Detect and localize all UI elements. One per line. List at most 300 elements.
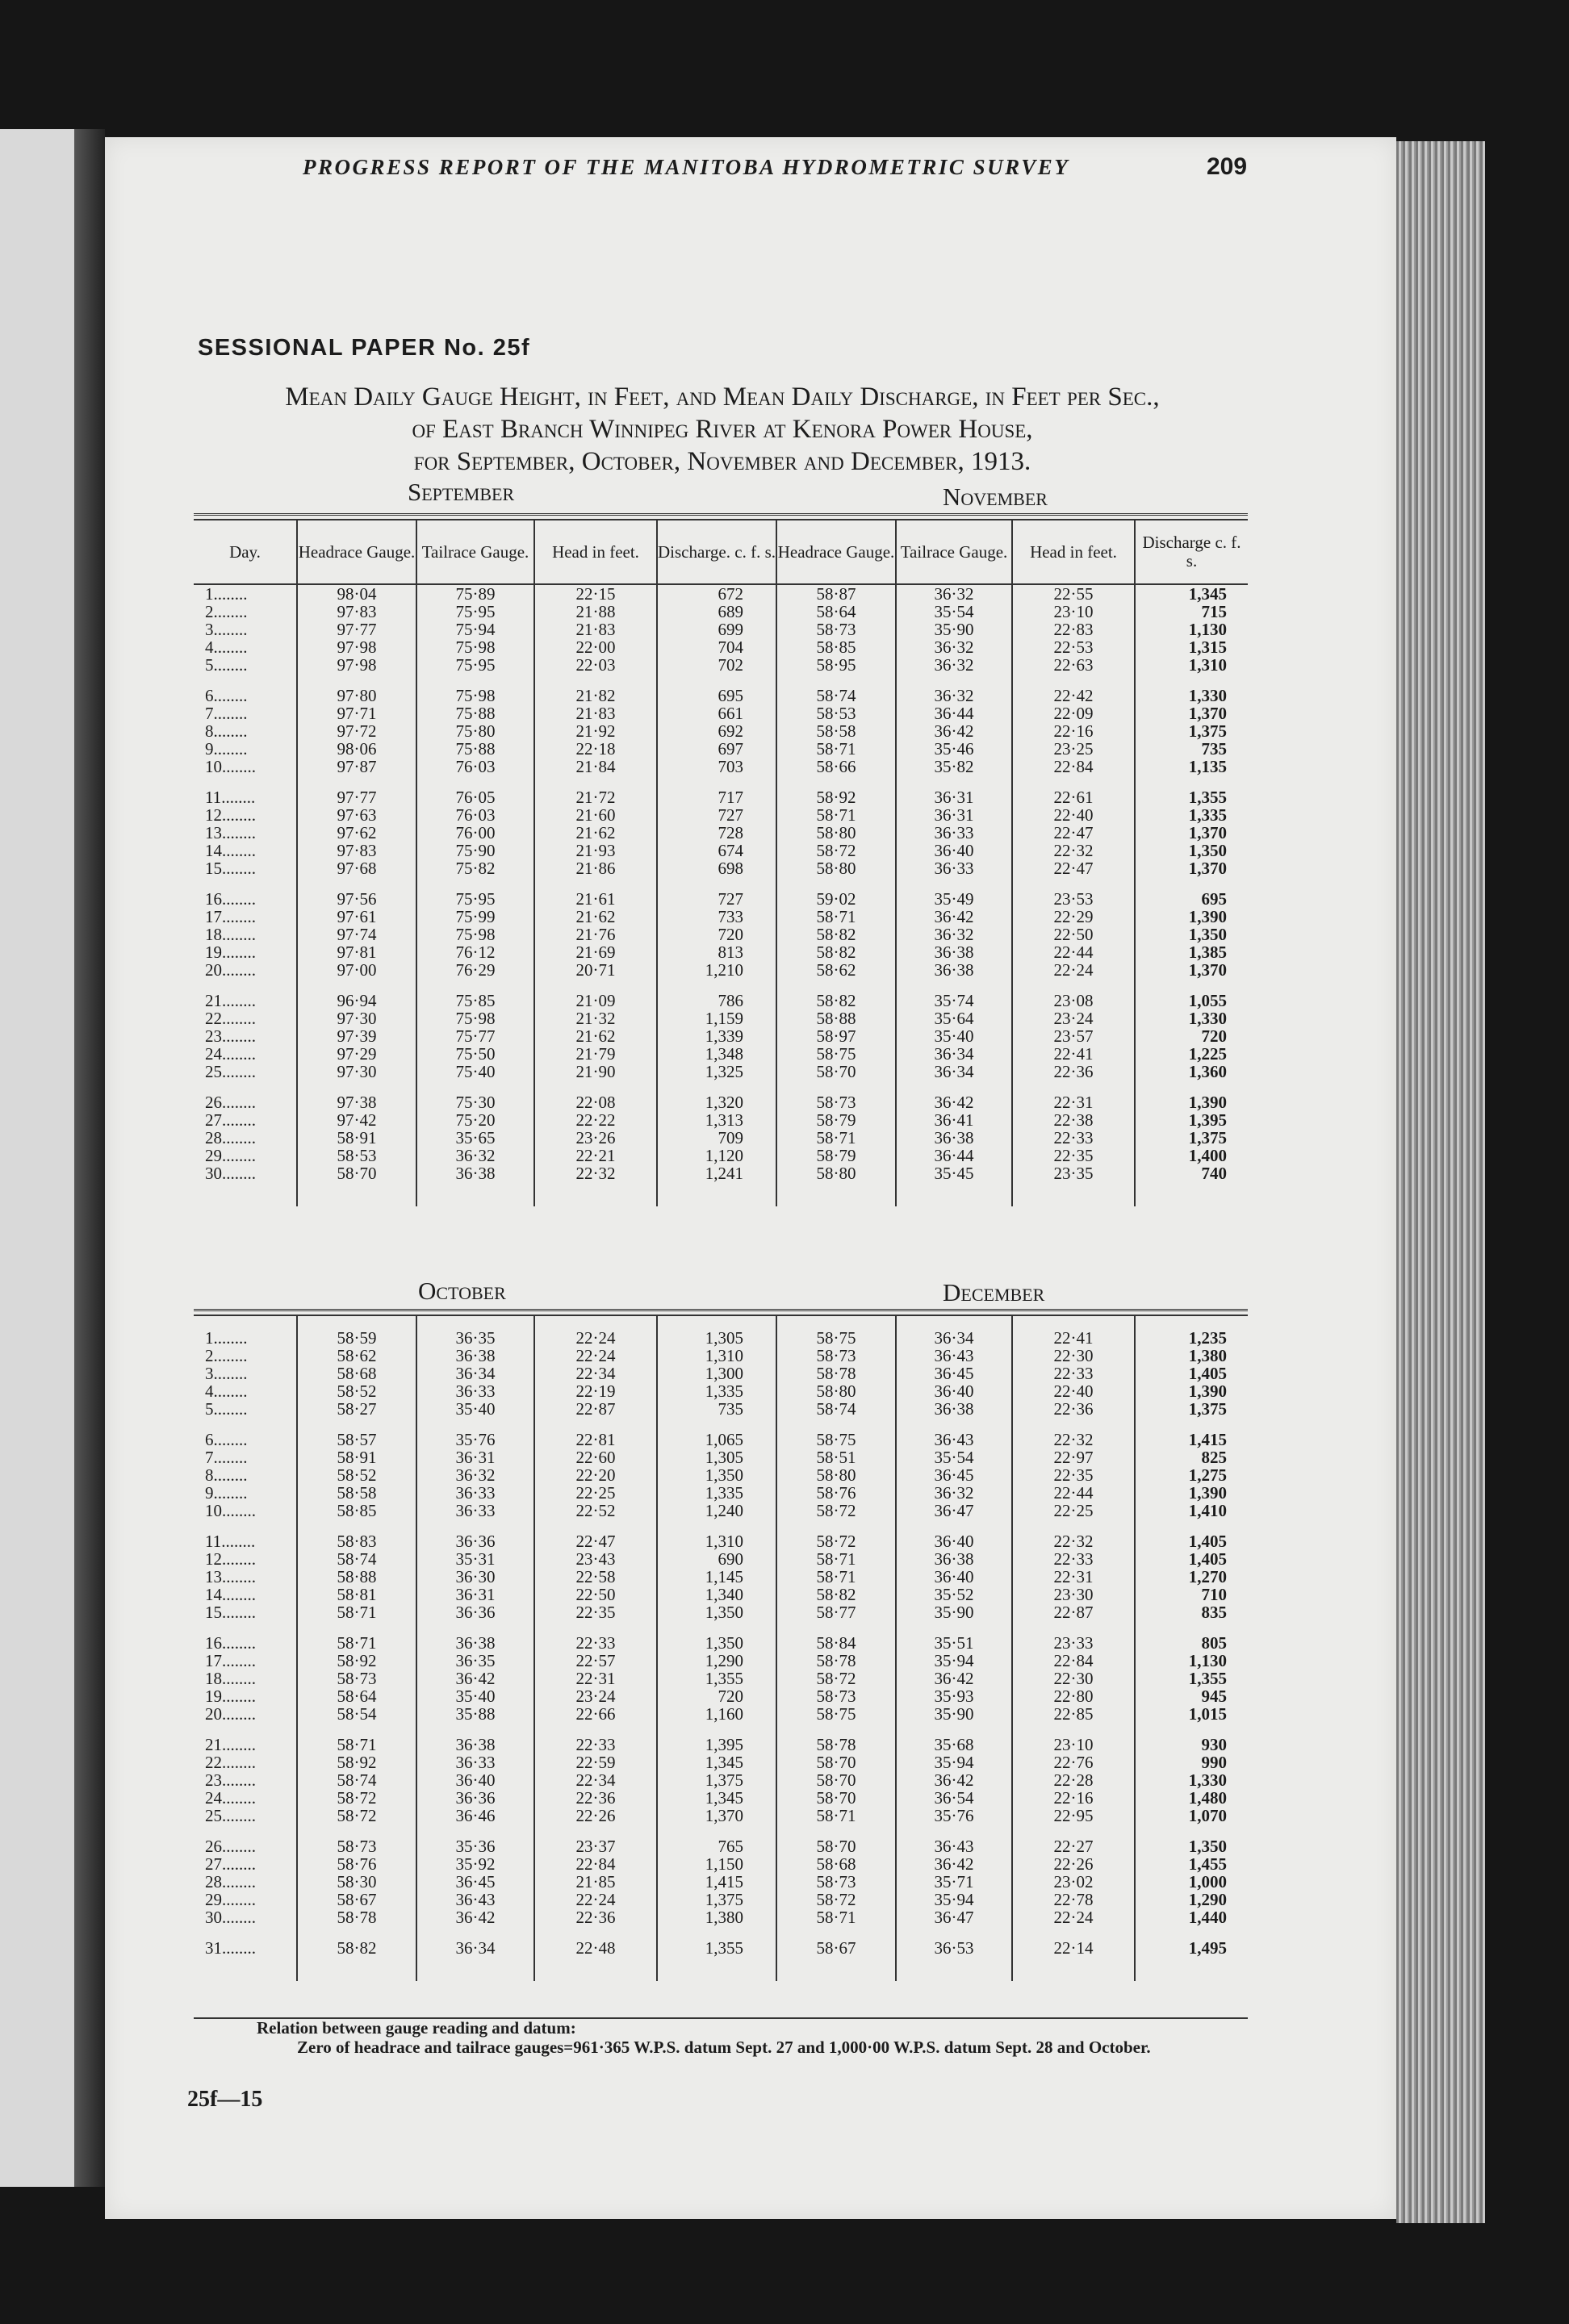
value-cell: 36·38 bbox=[896, 1400, 1012, 1418]
value-cell: 97·61 bbox=[297, 908, 416, 926]
value-cell: 58·70 bbox=[776, 1837, 896, 1855]
value-cell: 36·33 bbox=[896, 859, 1012, 877]
table-row bbox=[194, 1603, 1248, 1621]
value-cell: 58·71 bbox=[776, 1550, 896, 1568]
table-row bbox=[194, 1164, 1248, 1182]
value-cell: 35·40 bbox=[416, 1687, 534, 1705]
value-cell: 1,135 bbox=[1135, 758, 1248, 775]
value-cell: 35·46 bbox=[896, 740, 1012, 758]
value-cell: 21·85 bbox=[534, 1873, 657, 1891]
day-cell: 23........ bbox=[205, 1026, 256, 1046]
table-row bbox=[194, 1855, 1248, 1873]
value-cell: 58·71 bbox=[776, 1807, 896, 1825]
value-cell: 1,275 bbox=[1135, 1466, 1248, 1484]
day-cell: 10........ bbox=[205, 757, 256, 776]
upper-table-body bbox=[194, 584, 1248, 1206]
value-cell: 58·77 bbox=[776, 1603, 896, 1621]
spacer-row bbox=[194, 1957, 1248, 1981]
value-cell: 23·10 bbox=[1012, 603, 1135, 621]
value-cell: 58·71 bbox=[297, 1634, 416, 1652]
table-row bbox=[194, 638, 1248, 656]
day-cell: 8........ bbox=[205, 1465, 248, 1485]
value-cell: 1,315 bbox=[1135, 638, 1248, 656]
value-cell: 58·73 bbox=[776, 1687, 896, 1705]
value-cell: 58·58 bbox=[776, 722, 896, 740]
value-cell: 727 bbox=[657, 806, 776, 824]
value-cell: 36·32 bbox=[416, 1466, 534, 1484]
value-cell: 22·61 bbox=[1012, 788, 1135, 806]
value-cell: 22·78 bbox=[1012, 1891, 1135, 1908]
value-cell: 35·88 bbox=[416, 1705, 534, 1723]
value-cell: 1,375 bbox=[657, 1771, 776, 1789]
group-spacer-row bbox=[194, 979, 1248, 992]
value-cell: 22·84 bbox=[1012, 1652, 1135, 1670]
page-edges bbox=[1396, 141, 1485, 2223]
value-cell: 1,440 bbox=[1135, 1908, 1248, 1926]
heading-line-1: Mean Daily Gauge Height, in Feet, and Mean Daily Discharge, in Feet per Sec., bbox=[285, 382, 1160, 412]
value-cell: 21·62 bbox=[534, 1027, 657, 1045]
value-cell: 36·42 bbox=[416, 1908, 534, 1926]
value-cell: 22·50 bbox=[1012, 926, 1135, 943]
table-row bbox=[194, 1908, 1248, 1926]
value-cell: 35·94 bbox=[896, 1652, 1012, 1670]
value-cell: 58·97 bbox=[776, 1027, 896, 1045]
value-cell: 1,370 bbox=[1135, 859, 1248, 877]
value-cell: 1,240 bbox=[657, 1502, 776, 1519]
value-cell: 22·33 bbox=[534, 1736, 657, 1753]
value-cell: 97·68 bbox=[297, 859, 416, 877]
day-cell: 26........ bbox=[205, 1093, 256, 1112]
value-cell: 58·80 bbox=[776, 859, 896, 877]
value-cell: 720 bbox=[657, 926, 776, 943]
table-row bbox=[194, 1448, 1248, 1466]
value-cell: 75·98 bbox=[416, 926, 534, 943]
spacer-row bbox=[194, 1316, 1248, 1329]
table-row bbox=[194, 740, 1248, 758]
col-headrace: Headrace Gauge. bbox=[297, 520, 416, 584]
value-cell: 76·03 bbox=[416, 806, 534, 824]
value-cell: 1,330 bbox=[1135, 1771, 1248, 1789]
value-cell: 22·24 bbox=[534, 1347, 657, 1365]
lower-table bbox=[194, 1309, 1248, 1981]
day-cell: 11........ bbox=[205, 1532, 256, 1551]
day-cell: 16........ bbox=[205, 889, 256, 909]
value-cell: 1,380 bbox=[1135, 1347, 1248, 1365]
value-cell: 58·75 bbox=[776, 1431, 896, 1448]
value-cell: 35·92 bbox=[416, 1855, 534, 1873]
value-cell: 75·50 bbox=[416, 1045, 534, 1063]
group-spacer-row bbox=[194, 1723, 1248, 1736]
value-cell: 36·30 bbox=[416, 1568, 534, 1586]
day-cell: 4........ bbox=[205, 637, 248, 657]
value-cell: 58·57 bbox=[297, 1431, 416, 1448]
value-cell: 22·81 bbox=[534, 1431, 657, 1448]
group-spacer-row bbox=[194, 1519, 1248, 1532]
day-cell: 29........ bbox=[205, 1146, 256, 1165]
table-row bbox=[194, 890, 1248, 908]
value-cell: 36·41 bbox=[896, 1111, 1012, 1129]
value-cell: 20·71 bbox=[534, 961, 657, 979]
table-row bbox=[194, 1045, 1248, 1063]
month-november: November bbox=[943, 483, 1048, 511]
value-cell: 1,310 bbox=[657, 1347, 776, 1365]
value-cell: 1,340 bbox=[657, 1586, 776, 1603]
value-cell: 36·38 bbox=[416, 1634, 534, 1652]
value-cell: 76·05 bbox=[416, 788, 534, 806]
value-cell: 58·83 bbox=[297, 1532, 416, 1550]
value-cell: 58·70 bbox=[776, 1063, 896, 1080]
lower-table-top-rule bbox=[194, 1309, 1248, 1316]
value-cell: 717 bbox=[657, 788, 776, 806]
value-cell: 97·56 bbox=[297, 890, 416, 908]
value-cell: 75·99 bbox=[416, 908, 534, 926]
table-row bbox=[194, 1736, 1248, 1753]
value-cell: 1,370 bbox=[657, 1807, 776, 1825]
table-row bbox=[194, 1687, 1248, 1705]
table-row bbox=[194, 1027, 1248, 1045]
value-cell: 75·82 bbox=[416, 859, 534, 877]
value-cell: 36·54 bbox=[896, 1789, 1012, 1807]
day-cell: 25........ bbox=[205, 1806, 256, 1825]
table-row bbox=[194, 1347, 1248, 1365]
value-cell: 35·76 bbox=[896, 1807, 1012, 1825]
value-cell: 22·59 bbox=[534, 1753, 657, 1771]
value-cell: 720 bbox=[657, 1687, 776, 1705]
value-cell: 58·52 bbox=[297, 1382, 416, 1400]
value-cell: 75·95 bbox=[416, 890, 534, 908]
table-row bbox=[194, 1484, 1248, 1502]
value-cell: 35·45 bbox=[896, 1164, 1012, 1182]
value-cell: 22·00 bbox=[534, 638, 657, 656]
value-cell: 58·74 bbox=[776, 1400, 896, 1418]
value-cell: 1,320 bbox=[657, 1093, 776, 1111]
value-cell: 786 bbox=[657, 992, 776, 1009]
value-cell: 36·42 bbox=[896, 722, 1012, 740]
value-cell: 36·36 bbox=[416, 1532, 534, 1550]
day-cell: 1........ bbox=[205, 1328, 248, 1348]
value-cell: 740 bbox=[1135, 1164, 1248, 1182]
day-cell: 21........ bbox=[205, 991, 256, 1010]
value-cell: 1,405 bbox=[1135, 1532, 1248, 1550]
value-cell: 36·47 bbox=[896, 1908, 1012, 1926]
value-cell: 22·42 bbox=[1012, 687, 1135, 704]
value-cell: 672 bbox=[657, 584, 776, 603]
value-cell: 1,410 bbox=[1135, 1502, 1248, 1519]
value-cell: 58·64 bbox=[776, 603, 896, 621]
value-cell: 1,330 bbox=[1135, 1009, 1248, 1027]
value-cell: 36·43 bbox=[896, 1347, 1012, 1365]
value-cell: 35·90 bbox=[896, 1603, 1012, 1621]
value-cell: 36·42 bbox=[896, 1670, 1012, 1687]
value-cell: 58·80 bbox=[776, 1164, 896, 1182]
value-cell: 22·18 bbox=[534, 740, 657, 758]
value-cell: 35·36 bbox=[416, 1837, 534, 1855]
value-cell: 22·35 bbox=[1012, 1147, 1135, 1164]
value-cell: 36·33 bbox=[896, 824, 1012, 842]
value-cell: 22·26 bbox=[534, 1807, 657, 1825]
value-cell: 58·80 bbox=[776, 824, 896, 842]
value-cell: 21·88 bbox=[534, 603, 657, 621]
value-cell: 58·73 bbox=[776, 621, 896, 638]
value-cell: 36·34 bbox=[896, 1045, 1012, 1063]
heading-line-3: for September, October, November and December, 1913. bbox=[413, 447, 1031, 476]
value-cell: 36·33 bbox=[416, 1502, 534, 1519]
value-cell: 1,055 bbox=[1135, 992, 1248, 1009]
book-gutter bbox=[74, 129, 105, 2187]
value-cell: 75·89 bbox=[416, 584, 534, 603]
value-cell: 58·70 bbox=[776, 1789, 896, 1807]
value-cell: 75·98 bbox=[416, 687, 534, 704]
value-cell: 35·40 bbox=[896, 1027, 1012, 1045]
table-row bbox=[194, 704, 1248, 722]
value-cell: 76·03 bbox=[416, 758, 534, 775]
month-october: October bbox=[418, 1277, 506, 1305]
value-cell: 1,395 bbox=[1135, 1111, 1248, 1129]
value-cell: 58·72 bbox=[776, 1532, 896, 1550]
value-cell: 1,070 bbox=[1135, 1807, 1248, 1825]
value-cell: 1,350 bbox=[1135, 1837, 1248, 1855]
day-cell: 1........ bbox=[205, 584, 248, 604]
value-cell: 58·74 bbox=[776, 687, 896, 704]
value-cell: 1,339 bbox=[657, 1027, 776, 1045]
value-cell: 75·80 bbox=[416, 722, 534, 740]
value-cell: 35·64 bbox=[896, 1009, 1012, 1027]
day-cell: 27........ bbox=[205, 1110, 256, 1130]
day-cell: 5........ bbox=[205, 655, 248, 675]
value-cell: 58·73 bbox=[297, 1837, 416, 1855]
value-cell: 58·67 bbox=[297, 1891, 416, 1908]
lower-data-table bbox=[194, 1316, 1248, 1981]
day-cell: 30........ bbox=[205, 1164, 256, 1183]
value-cell: 1,355 bbox=[1135, 788, 1248, 806]
value-cell: 1,400 bbox=[1135, 1147, 1248, 1164]
upper-table bbox=[194, 513, 1248, 1206]
value-cell: 36·45 bbox=[896, 1466, 1012, 1484]
table-row bbox=[194, 1009, 1248, 1027]
value-cell: 76·00 bbox=[416, 824, 534, 842]
value-cell: 58·64 bbox=[297, 1687, 416, 1705]
value-cell: 36·38 bbox=[896, 1550, 1012, 1568]
value-cell: 58·70 bbox=[776, 1771, 896, 1789]
value-cell: 35·74 bbox=[896, 992, 1012, 1009]
day-cell: 5........ bbox=[205, 1399, 248, 1419]
day-cell: 20........ bbox=[205, 960, 256, 980]
value-cell: 58·71 bbox=[776, 806, 896, 824]
value-cell: 22·14 bbox=[1012, 1939, 1135, 1957]
value-cell: 1,370 bbox=[1135, 704, 1248, 722]
value-cell: 22·15 bbox=[534, 584, 657, 603]
value-cell: 23·30 bbox=[1012, 1586, 1135, 1603]
value-cell: 21·83 bbox=[534, 704, 657, 722]
value-cell: 1,345 bbox=[657, 1753, 776, 1771]
day-cell: 31........ bbox=[205, 1938, 256, 1958]
value-cell: 58·92 bbox=[297, 1753, 416, 1771]
value-cell: 58·70 bbox=[776, 1753, 896, 1771]
group-spacer-row bbox=[194, 1621, 1248, 1634]
value-cell: 36·40 bbox=[416, 1771, 534, 1789]
value-cell: 22·31 bbox=[1012, 1568, 1135, 1586]
value-cell: 36·40 bbox=[896, 842, 1012, 859]
value-cell: 58·70 bbox=[297, 1164, 416, 1182]
value-cell: 58·53 bbox=[776, 704, 896, 722]
value-cell: 35·94 bbox=[896, 1891, 1012, 1908]
table-row bbox=[194, 1568, 1248, 1586]
value-cell: 22·95 bbox=[1012, 1807, 1135, 1825]
value-cell: 715 bbox=[1135, 603, 1248, 621]
value-cell: 58·78 bbox=[776, 1365, 896, 1382]
value-cell: 22·84 bbox=[534, 1855, 657, 1873]
value-cell: 36·38 bbox=[416, 1347, 534, 1365]
value-cell: 36·40 bbox=[896, 1568, 1012, 1586]
day-cell: 7........ bbox=[205, 704, 248, 723]
value-cell: 97·87 bbox=[297, 758, 416, 775]
group-spacer-row bbox=[194, 1825, 1248, 1837]
day-cell: 14........ bbox=[205, 841, 256, 860]
value-cell: 58·62 bbox=[297, 1347, 416, 1365]
value-cell: 22·26 bbox=[1012, 1855, 1135, 1873]
value-cell: 735 bbox=[657, 1400, 776, 1418]
day-cell: 24........ bbox=[205, 1044, 256, 1064]
value-cell: 75·98 bbox=[416, 1009, 534, 1027]
running-head-title: PROGRESS REPORT OF THE MANITOBA HYDROMETRIC SURVEY bbox=[303, 155, 1070, 179]
value-cell: 1,350 bbox=[657, 1603, 776, 1621]
value-cell: 21·90 bbox=[534, 1063, 657, 1080]
value-cell: 35·52 bbox=[896, 1586, 1012, 1603]
value-cell: 58·72 bbox=[297, 1807, 416, 1825]
value-cell: 1,210 bbox=[657, 961, 776, 979]
value-cell: 22·44 bbox=[1012, 943, 1135, 961]
upper-data-table bbox=[194, 520, 1248, 1206]
value-cell: 36·47 bbox=[896, 1502, 1012, 1519]
table-row bbox=[194, 824, 1248, 842]
value-cell: 22·38 bbox=[1012, 1111, 1135, 1129]
value-cell: 695 bbox=[657, 687, 776, 704]
table-heading bbox=[186, 381, 1259, 478]
table-row bbox=[194, 926, 1248, 943]
value-cell: 96·94 bbox=[297, 992, 416, 1009]
table-row bbox=[194, 1807, 1248, 1825]
value-cell: 76·29 bbox=[416, 961, 534, 979]
value-cell: 1,405 bbox=[1135, 1550, 1248, 1568]
value-cell: 58·95 bbox=[776, 656, 896, 674]
day-cell: 3........ bbox=[205, 1364, 248, 1383]
value-cell: 1,355 bbox=[657, 1939, 776, 1957]
value-cell: 58·74 bbox=[297, 1550, 416, 1568]
value-cell: 36·38 bbox=[416, 1164, 534, 1182]
table-row bbox=[194, 1382, 1248, 1400]
col-discharge: Discharge. c. f. s. bbox=[657, 520, 776, 584]
value-cell: 58·72 bbox=[776, 1891, 896, 1908]
day-cell: 14........ bbox=[205, 1585, 256, 1604]
group-spacer-row bbox=[194, 1926, 1248, 1939]
value-cell: 36·42 bbox=[896, 908, 1012, 926]
value-cell: 21·32 bbox=[534, 1009, 657, 1027]
value-cell: 22·55 bbox=[1012, 584, 1135, 603]
table-row bbox=[194, 842, 1248, 859]
value-cell: 1,120 bbox=[657, 1147, 776, 1164]
value-cell: 22·32 bbox=[534, 1164, 657, 1182]
value-cell: 1,325 bbox=[657, 1063, 776, 1080]
value-cell: 21·69 bbox=[534, 943, 657, 961]
value-cell: 58·84 bbox=[776, 1634, 896, 1652]
value-cell: 23·43 bbox=[534, 1550, 657, 1568]
value-cell: 58·53 bbox=[297, 1147, 416, 1164]
value-cell: 1,335 bbox=[1135, 806, 1248, 824]
value-cell: 36·40 bbox=[896, 1382, 1012, 1400]
value-cell: 36·42 bbox=[416, 1670, 534, 1687]
value-cell: 22·30 bbox=[1012, 1347, 1135, 1365]
value-cell: 697 bbox=[657, 740, 776, 758]
value-cell: 36·44 bbox=[896, 1147, 1012, 1164]
value-cell: 58·82 bbox=[776, 943, 896, 961]
day-cell: 2........ bbox=[205, 1346, 248, 1365]
value-cell: 36·36 bbox=[416, 1603, 534, 1621]
value-cell: 58·80 bbox=[776, 1382, 896, 1400]
folio: 25f—15 bbox=[187, 2087, 263, 2112]
value-cell: 58·79 bbox=[776, 1147, 896, 1164]
value-cell: 1,130 bbox=[1135, 1652, 1248, 1670]
value-cell: 75·85 bbox=[416, 992, 534, 1009]
value-cell: 58·66 bbox=[776, 758, 896, 775]
day-cell: 12........ bbox=[205, 805, 256, 825]
value-cell: 22·58 bbox=[534, 1568, 657, 1586]
value-cell: 1,360 bbox=[1135, 1063, 1248, 1080]
sessional-paper: SESSIONAL PAPER No. 25f bbox=[198, 335, 531, 361]
value-cell: 1,290 bbox=[657, 1652, 776, 1670]
value-cell: 58·67 bbox=[776, 1939, 896, 1957]
value-cell: 97·98 bbox=[297, 656, 416, 674]
value-cell: 1,390 bbox=[1135, 1484, 1248, 1502]
value-cell: 58·81 bbox=[297, 1586, 416, 1603]
table-row bbox=[194, 1873, 1248, 1891]
col-tailrace: Tailrace Gauge. bbox=[416, 520, 534, 584]
col-tailrace-2: Tailrace Gauge. bbox=[896, 520, 1012, 584]
value-cell: 23·25 bbox=[1012, 740, 1135, 758]
day-cell: 15........ bbox=[205, 859, 256, 878]
value-cell: 58·51 bbox=[776, 1448, 896, 1466]
value-cell: 36·32 bbox=[896, 687, 1012, 704]
day-cell: 6........ bbox=[205, 686, 248, 705]
day-cell: 13........ bbox=[205, 823, 256, 842]
value-cell: 36·34 bbox=[896, 1063, 1012, 1080]
value-cell: 22·84 bbox=[1012, 758, 1135, 775]
month-december: December bbox=[943, 1278, 1045, 1306]
value-cell: 1,159 bbox=[657, 1009, 776, 1027]
value-cell: 22·20 bbox=[534, 1466, 657, 1484]
value-cell: 689 bbox=[657, 603, 776, 621]
value-cell: 1,355 bbox=[1135, 1670, 1248, 1687]
table-row bbox=[194, 1771, 1248, 1789]
value-cell: 58·71 bbox=[776, 740, 896, 758]
col-head-2: Head in feet. bbox=[1012, 520, 1135, 584]
value-cell: 36·31 bbox=[416, 1586, 534, 1603]
value-cell: 1,305 bbox=[657, 1329, 776, 1347]
table-row bbox=[194, 1466, 1248, 1484]
value-cell: 1,370 bbox=[1135, 824, 1248, 842]
value-cell: 35·90 bbox=[896, 1705, 1012, 1723]
value-cell: 1,335 bbox=[657, 1484, 776, 1502]
value-cell: 58·76 bbox=[297, 1855, 416, 1873]
value-cell: 35·71 bbox=[896, 1873, 1012, 1891]
value-cell: 22·19 bbox=[534, 1382, 657, 1400]
value-cell: 97·83 bbox=[297, 603, 416, 621]
value-cell: 22·25 bbox=[534, 1484, 657, 1502]
value-cell: 22·57 bbox=[534, 1652, 657, 1670]
value-cell: 21·84 bbox=[534, 758, 657, 775]
value-cell: 36·40 bbox=[896, 1532, 1012, 1550]
value-cell: 23·08 bbox=[1012, 992, 1135, 1009]
value-cell: 22·16 bbox=[1012, 1789, 1135, 1807]
